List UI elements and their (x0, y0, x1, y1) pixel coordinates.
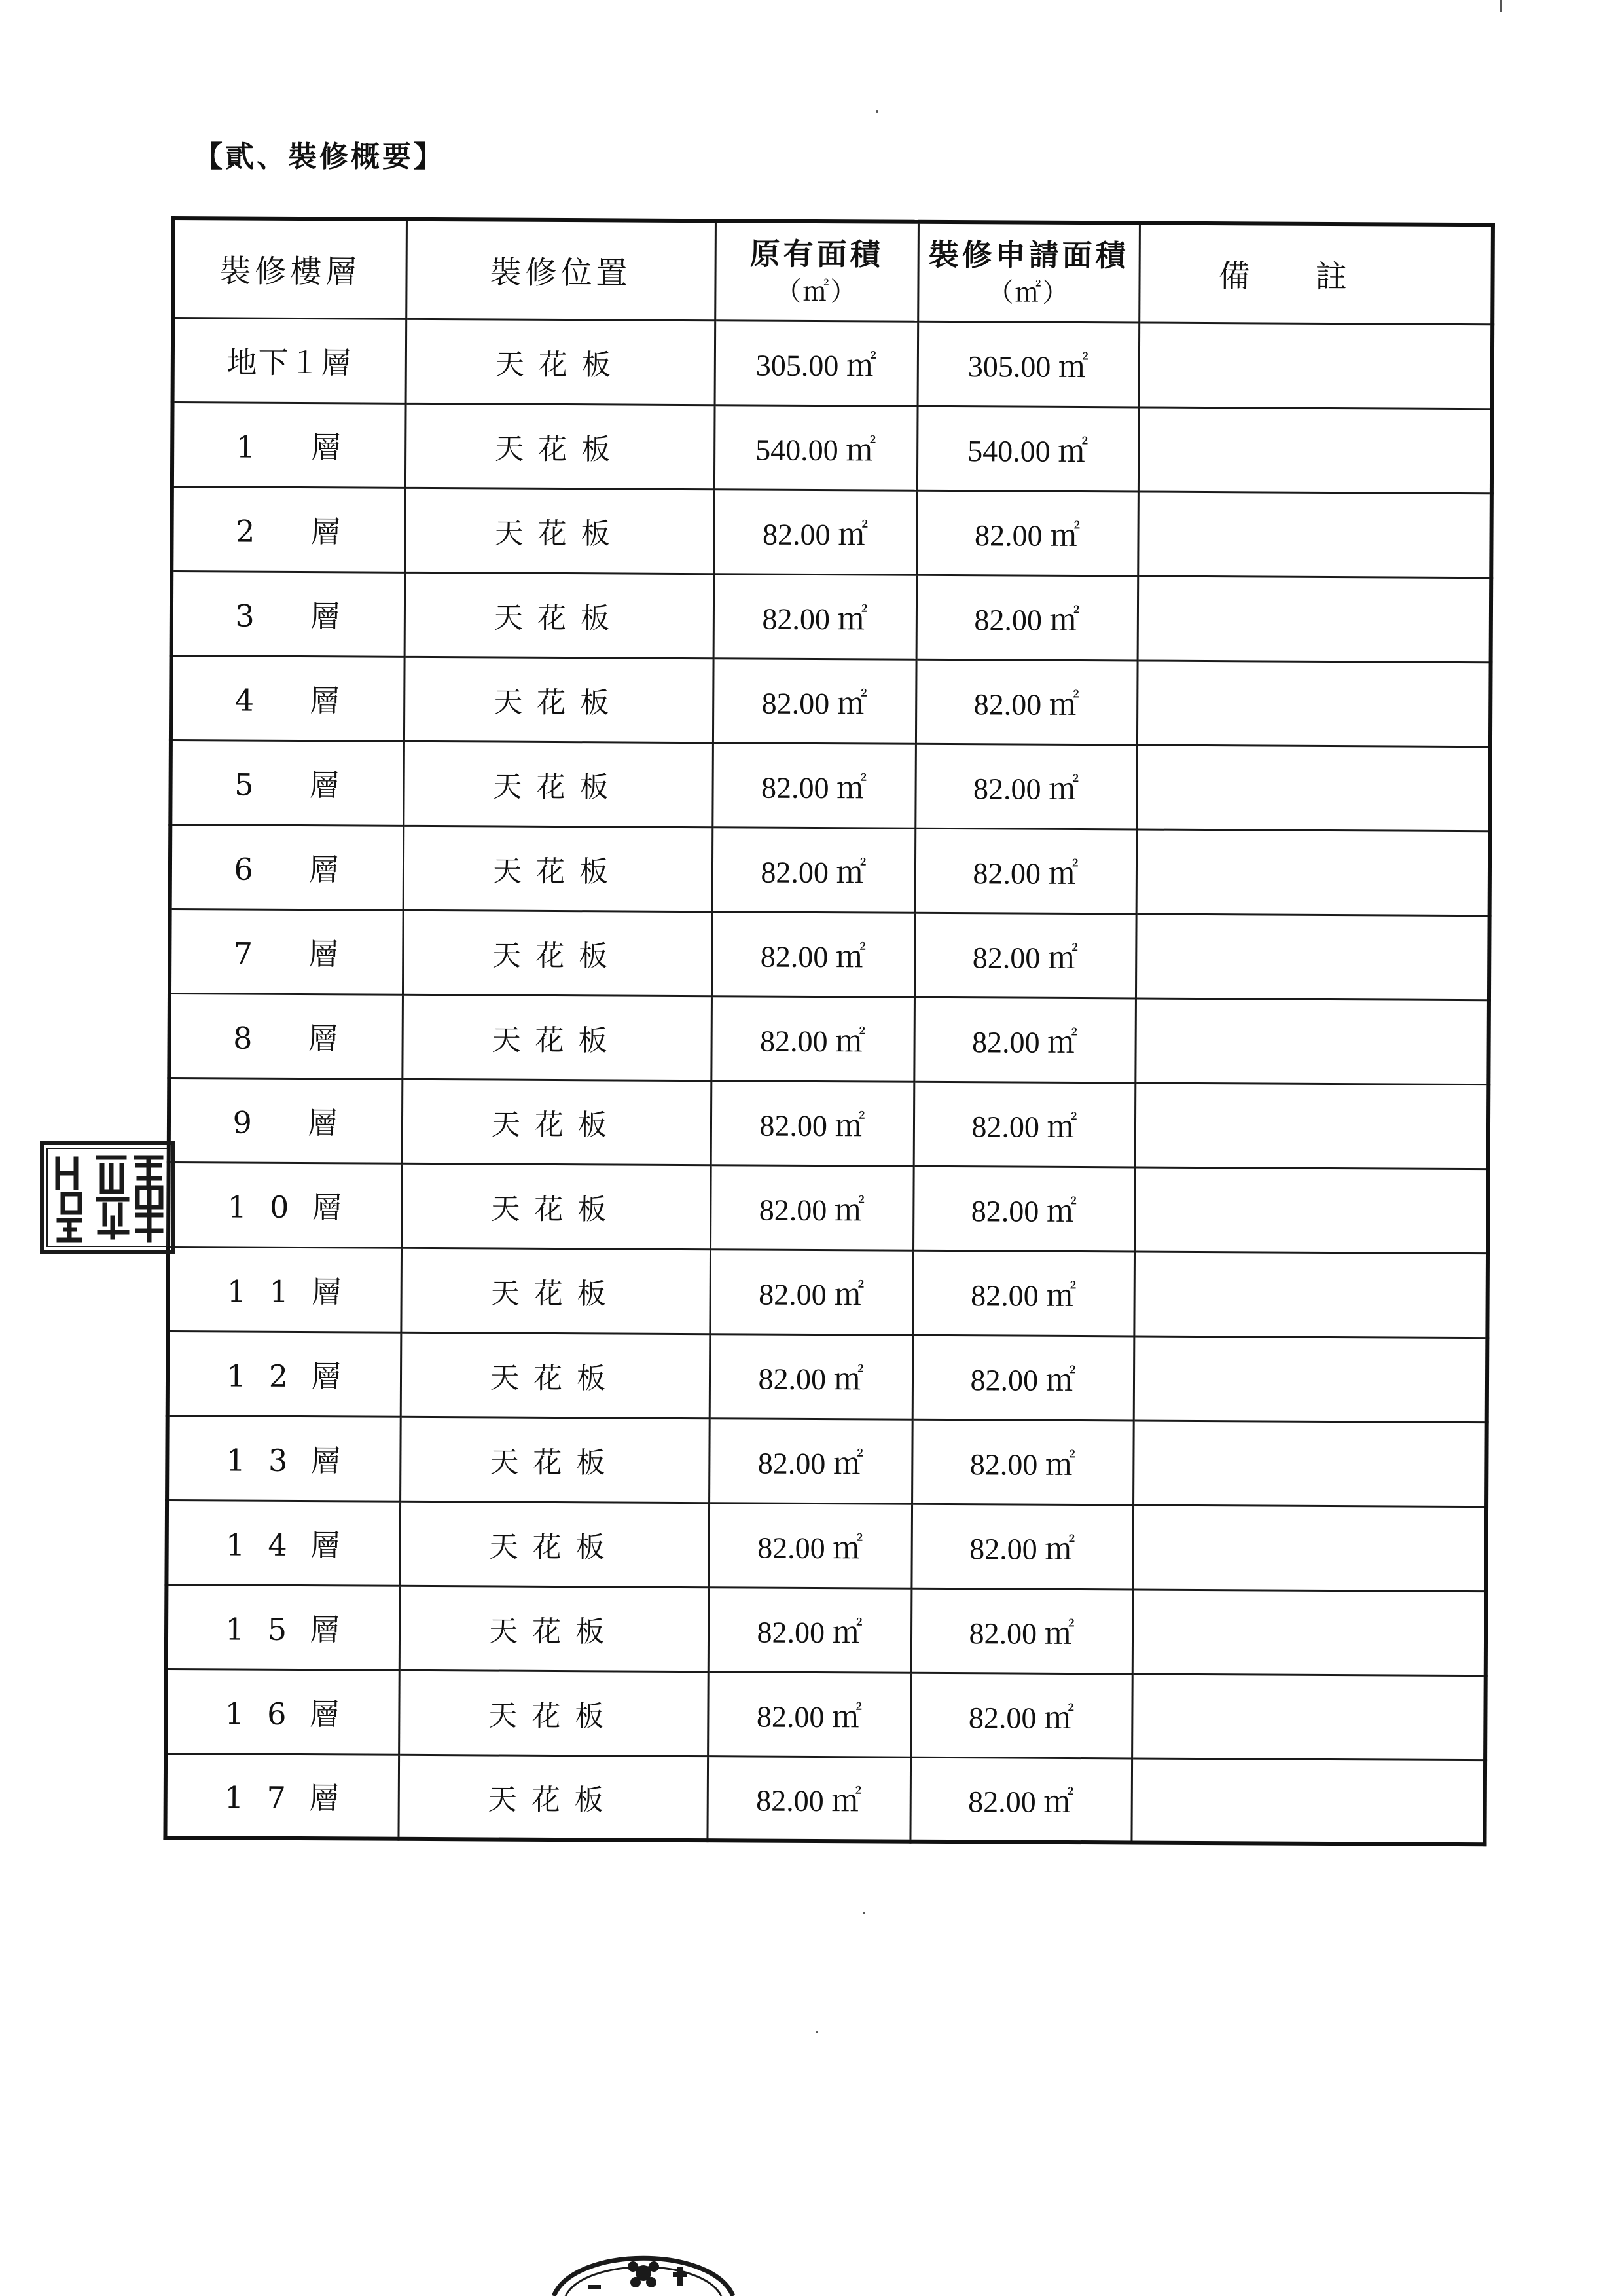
table-row (169, 1078, 1489, 1169)
table-header-row (173, 218, 1493, 324)
cell-remarks (1132, 1673, 1486, 1760)
cell-floor: 1 0 層 (168, 1162, 402, 1248)
cell-floor: 1 6 層 (166, 1669, 399, 1755)
header-applied-area-unit: （㎡） (987, 278, 1070, 308)
renovation-summary-table (163, 216, 1495, 1846)
cell-remarks (1134, 1336, 1488, 1422)
cell-remarks (1136, 744, 1490, 831)
cell-position: 天花板 (401, 1248, 710, 1334)
cell-original-area: 82.00 ㎡ (707, 1756, 910, 1842)
header-original-area-label: 原有面積 (749, 236, 884, 272)
cell-original-area: 82.00 ㎡ (711, 911, 915, 997)
header-applied-area (918, 222, 1140, 323)
cell-floor: 地下１層 (173, 318, 406, 403)
cell-remarks (1138, 575, 1492, 662)
table-row (166, 1669, 1486, 1760)
table-row (165, 1753, 1485, 1844)
cell-floor: 1 7 層 (165, 1753, 399, 1839)
cell-applied-area: 82.00 ㎡ (911, 1504, 1133, 1590)
cell-applied-area: 82.00 ㎡ (911, 1588, 1133, 1674)
cell-remarks (1132, 1589, 1486, 1675)
cell-position: 天花板 (405, 403, 715, 489)
table-row (168, 1162, 1488, 1253)
cell-remarks (1131, 1758, 1485, 1844)
cell-remarks (1134, 1167, 1488, 1253)
cell-original-area: 82.00 ㎡ (712, 742, 916, 828)
cell-applied-area: 82.00 ㎡ (912, 1335, 1134, 1421)
cell-position: 天花板 (401, 1332, 710, 1418)
cell-remarks (1135, 998, 1489, 1084)
table-row (170, 824, 1490, 915)
cell-floor: 5 層 (170, 740, 404, 826)
cell-floor: 9 層 (169, 1078, 403, 1163)
cell-applied-area: 82.00 ㎡ (910, 1673, 1132, 1758)
header-applied-area-label: 裝修申請面積 (928, 236, 1129, 274)
table-row (171, 571, 1492, 662)
cell-remarks (1134, 1251, 1488, 1338)
cell-applied-area: 82.00 ㎡ (916, 490, 1138, 576)
cell-remarks (1138, 407, 1492, 493)
cell-remarks (1135, 1082, 1489, 1169)
cell-remarks (1132, 1504, 1486, 1591)
cell-original-area: 82.00 ㎡ (710, 1249, 913, 1335)
cell-remarks (1136, 913, 1490, 1000)
cell-remarks (1137, 660, 1491, 746)
cell-position: 天花板 (403, 826, 713, 911)
cell-floor: 3 層 (171, 571, 405, 657)
cell-remarks (1133, 1420, 1487, 1506)
table-row (168, 1247, 1488, 1338)
cell-remarks (1138, 491, 1492, 577)
cell-floor: 1 3 層 (167, 1415, 401, 1501)
renovation-summary-table-wrapper (163, 216, 1491, 1846)
scan-speck (816, 2031, 818, 2033)
cell-position: 天花板 (403, 741, 713, 827)
cell-original-area: 82.00 ㎡ (711, 1080, 914, 1166)
cell-position: 天花板 (399, 1501, 709, 1587)
cell-position: 天花板 (399, 1670, 708, 1756)
cell-floor: 1 2 層 (168, 1331, 401, 1417)
cell-applied-area: 82.00 ㎡ (912, 1419, 1134, 1505)
cell-position: 天花板 (400, 1417, 710, 1503)
cell-floor: 1 1 層 (168, 1247, 401, 1332)
table-row (171, 486, 1492, 577)
cell-floor: 7 層 (170, 909, 403, 994)
header-floor: 裝修樓層 (173, 218, 406, 319)
scan-speck (876, 110, 878, 113)
table-row (172, 402, 1492, 493)
cell-floor: 4 層 (171, 655, 404, 741)
cell-position: 天花板 (401, 1163, 711, 1249)
cell-position: 天花板 (402, 1079, 711, 1165)
section-heading: 【貳、裝修概要】 (194, 140, 445, 173)
cell-applied-area: 82.00 ㎡ (915, 744, 1137, 829)
cell-applied-area: 82.00 ㎡ (914, 913, 1136, 998)
cell-original-area: 82.00 ㎡ (712, 827, 916, 913)
cell-original-area: 305.00 ㎡ (715, 320, 918, 406)
cell-position: 天花板 (404, 657, 713, 742)
cell-applied-area: 82.00 ㎡ (916, 575, 1138, 661)
header-remarks: 備註 (1139, 223, 1493, 324)
cell-position: 天花板 (399, 1586, 709, 1671)
cell-applied-area: 82.00 ㎡ (916, 659, 1138, 745)
table-header (173, 218, 1493, 324)
cell-floor: 1 層 (172, 402, 406, 488)
cell-remarks (1136, 829, 1490, 915)
cell-floor: 2 層 (171, 486, 405, 572)
cell-original-area: 82.00 ㎡ (710, 1165, 914, 1250)
cell-original-area: 82.00 ㎡ (713, 489, 917, 575)
cell-original-area: 82.00 ㎡ (709, 1418, 912, 1504)
cell-original-area: 82.00 ㎡ (708, 1503, 912, 1588)
cell-floor: 1 4 層 (166, 1500, 400, 1586)
cell-position: 天花板 (404, 572, 714, 658)
cell-floor: 1 5 層 (166, 1584, 400, 1670)
header-original-area (715, 221, 918, 321)
cell-applied-area: 305.00 ㎡ (918, 321, 1140, 407)
cell-original-area: 82.00 ㎡ (708, 1671, 911, 1757)
cell-applied-area: 82.00 ㎡ (910, 1757, 1132, 1843)
cell-position: 天花板 (404, 488, 714, 574)
cell-position: 天花板 (398, 1755, 708, 1840)
cell-applied-area: 82.00 ㎡ (912, 1250, 1134, 1336)
round-seal-stamp-icon (548, 2219, 738, 2296)
header-position: 裝修位置 (406, 219, 715, 320)
table-row (170, 909, 1490, 1000)
table-body (165, 318, 1492, 1844)
table-row (167, 1415, 1487, 1506)
table-row (170, 740, 1490, 831)
cell-applied-area: 82.00 ㎡ (913, 1166, 1135, 1252)
cell-original-area: 82.00 ㎡ (713, 574, 917, 659)
table-row (171, 655, 1491, 746)
header-original-area-unit: （㎡） (775, 276, 858, 308)
scan-speck (1500, 0, 1502, 12)
cell-applied-area: 82.00 ㎡ (914, 997, 1136, 1083)
table-row (168, 1331, 1488, 1422)
scan-speck (863, 1912, 865, 1914)
cell-applied-area: 82.00 ㎡ (914, 1082, 1136, 1167)
cell-original-area: 82.00 ㎡ (713, 658, 916, 744)
table-row (169, 993, 1489, 1084)
cell-position: 天花板 (406, 319, 715, 405)
cell-position: 天花板 (403, 910, 712, 996)
cell-original-area: 82.00 ㎡ (710, 1334, 913, 1419)
cell-original-area: 82.00 ㎡ (711, 996, 914, 1082)
cell-original-area: 540.00 ㎡ (714, 405, 918, 490)
table-row (166, 1500, 1486, 1591)
cell-floor: 8 層 (169, 993, 403, 1079)
table-row (166, 1584, 1486, 1675)
cell-applied-area: 540.00 ㎡ (917, 406, 1139, 492)
square-seal-stamp-icon (39, 1139, 177, 1257)
cell-position: 天花板 (402, 994, 711, 1080)
cell-applied-area: 82.00 ㎡ (915, 828, 1137, 914)
table-row (173, 318, 1493, 409)
cell-remarks (1139, 322, 1493, 409)
cell-floor: 6 層 (170, 824, 404, 910)
cell-original-area: 82.00 ㎡ (708, 1587, 912, 1673)
